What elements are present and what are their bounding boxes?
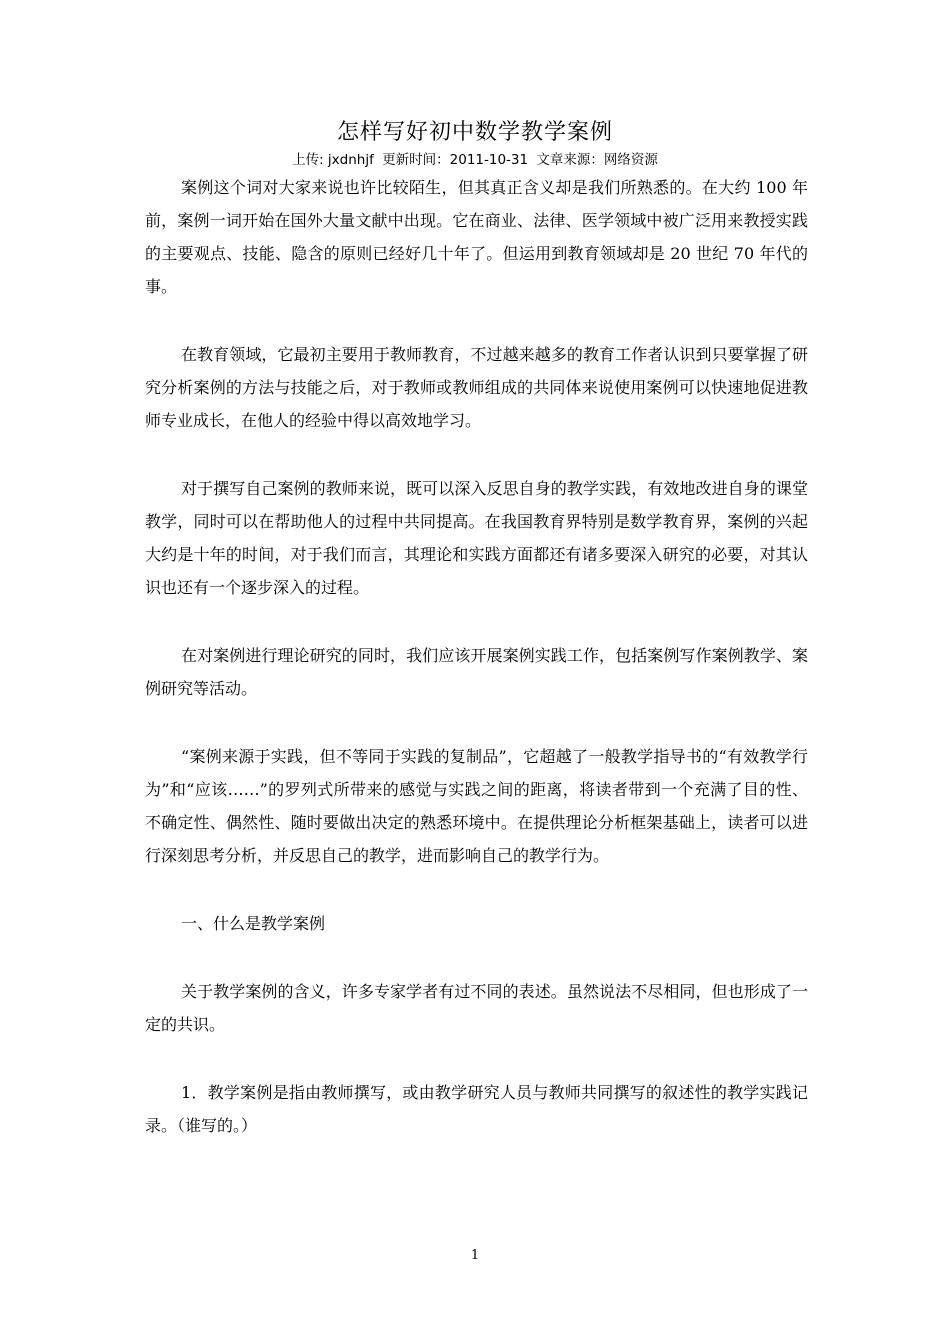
paragraph: 在对案例进行理论研究的同时，我们应该开展案例实践工作，包括案例写作案例教学、案例研究等活动。: [145, 646, 808, 698]
meta-uploader: 上传: jxdnhjf: [292, 152, 374, 168]
document-title: 怎样写好初中数学教学案例: [336, 120, 613, 145]
paragraph: 1．教学案例是指由教师撰写，或由教学研究人员与教师共同撰写的叙述性的教学实践记录。（谁写的。）: [145, 1083, 808, 1135]
section-heading: 一、什么是教学案例: [181, 914, 326, 933]
paragraph: 对于撰写自己案例的教师来说，既可以深入反思自身的教学实践，有效地改进自身的课堂教学，同时可以在帮助他人的过程中共同提高。在我国教育界特别是数学教育界，案例的兴起大约是十年的时间，对于我们而言，其理论和实践方面都还有诸多要深入研究的必要，对其认识也还有一个逐步深入的过程。: [145, 479, 808, 597]
meta-source: 文章来源：网络资源: [536, 152, 658, 168]
paragraph: 关于教学案例的含义，许多专家学者有过不同的表述。虽然说法不尽相同，但也形成了一定的共识。: [145, 982, 808, 1034]
paragraph: 案例这个词对大家来说也许比较陌生，但其真正含义却是我们所熟悉的。在大约 100 年前，案例一词开始在国外大量文献中出现。它在商业、法律、医学领域中被广泛用来教授实践的主要观点、技能、隐含的原则已经好几十年了。但运用到教育领域却是 20 世纪 70 年代的事。: [145, 178, 808, 296]
page-number: 1: [470, 1248, 480, 1263]
paragraph: 在教育领域，它最初主要用于教师教育，不过越来越多的教育工作者认识到只要掌握了研究分析案例的方法与技能之后，对于教师或教师组成的共同体来说使用案例可以快速地促进教师专业成长，在他人的经验中得以高效地学习。: [145, 345, 808, 430]
document-meta: [0, 150, 950, 170]
document-body: [145, 171, 808, 1177]
meta-updated: 更新时间：2011-10-31: [382, 152, 529, 168]
paragraph: “案例来源于实践，但不等同于实践的复制品”，它超越了一般教学指导书的“有效教学行为”和“应该……”的罗列式所带来的感觉与实践之间的距离，将读者带到一个充满了目的性、不确定性、偶然性、随时要做出决定的熟悉环境中。在提供理论分析框架基础上，读者可以进行深刻思考分析，并反思自己的教学，进而影响自己的教学行为。: [145, 747, 808, 865]
